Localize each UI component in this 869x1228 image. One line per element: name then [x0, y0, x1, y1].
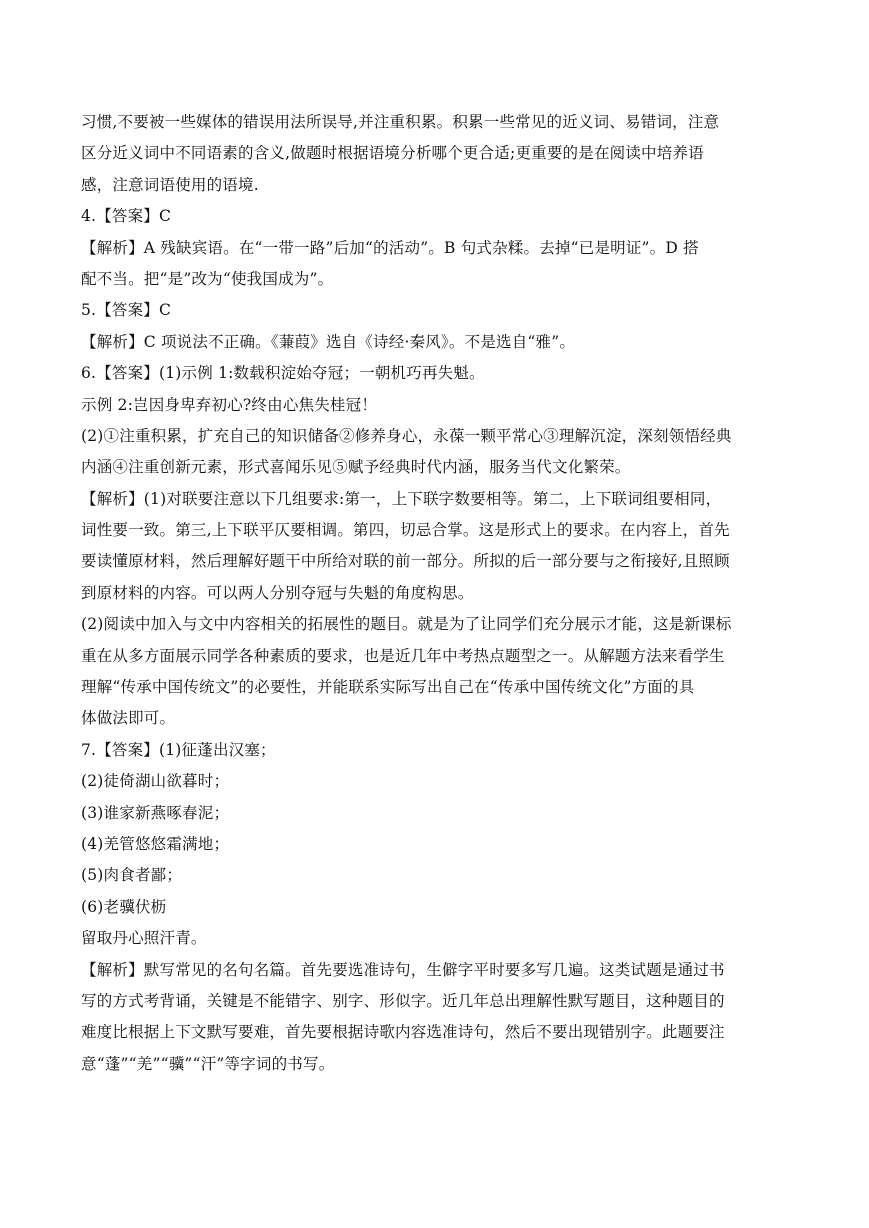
answer-heading-7: 7.【答案】(1)征蓬出汉塞； [81, 740, 276, 759]
text-line: (3)谁家新燕啄春泥； [81, 803, 230, 822]
text-line: 【解析】A 残缺宾语。在“一带一路”后加“的活动”。B 句式杂糅。去掉“已是明证”。D 搭 [81, 238, 699, 257]
text-line: 【解析】C 项说法不正确。《蒹葭》选自《诗经·秦风》。不是选自“雅”。 [81, 332, 576, 351]
text-line: 留取丹心照汗青。 [81, 929, 207, 948]
answer-heading-5: 5.【答案】C [81, 301, 172, 320]
answer-heading-4: 4.【答案】C [81, 207, 172, 226]
text-line: 难度比根据上下文默写要难，首先要根据诗歌内容选准诗句，然后不要出现错别字。此题要注 [81, 1023, 725, 1042]
text-line: 重在从多方面展示同学各种素质的要求，也是近几年中考热点题型之一。从解题方法来看学生 [81, 646, 725, 665]
text-line: 到原材料的内容。可以两人分别夺冠与失魁的角度构思。 [81, 583, 474, 602]
text-line: 感，注意词语使用的语境. [81, 175, 259, 194]
text-line: 配不当。把“是”改为“使我国成为”。 [81, 269, 334, 288]
text-line: 词性要一致。第三,上下联平仄要相调。第四，切忌合掌。这是形式上的要求。在内容上，首先 [81, 521, 730, 540]
answer-explanations [81, 107, 791, 1080]
text-line: (2)①注重积累，扩充自己的知识储备②修养身心，永葆一颗平常心③理解沉淀，深刻领悟经典 [81, 426, 732, 445]
text-line: 写的方式考背诵，关键是不能错字、别字、形似字。近几年总出理解性默写题目，这种题目的 [81, 991, 725, 1010]
text-line: 【解析】(1)对联要注意以下几组要求:第一，上下联字数要相等。第二，上下联词组要相同， [81, 489, 722, 508]
text-line: 体做法即可。 [81, 709, 176, 728]
text-line: 要读懂原材料，然后理解好题干中所给对联的前一部分。所拟的后一部分要与之衔接好,且照顾 [81, 552, 730, 571]
text-line: 【解析】默写常见的名句名篇。首先要选准诗句，生僻字平时要多写几遍。这类试题是通过书 [81, 960, 725, 979]
text-line: (5)肉食者鄙； [81, 866, 183, 885]
text-line: (2)阅读中加入与文中内容相关的拓展性的题目。就是为了让同学们充分展示才能，这是新课标 [81, 615, 732, 634]
text-line: 区分近义词中不同语素的含义,做题时根据语境分析哪个更合适;更重要的是在阅读中培养语 [81, 144, 704, 163]
answer-heading-6: 6.【答案】(1)示例 1:数载积淀始夺冠；一朝机巧再失魁。 [81, 364, 485, 383]
text-line: (6)老骥伏枥 [81, 897, 167, 916]
text-line: 内涵④注重创新元素，形式喜闻乐见⑤赋予经典时代内涵，服务当代文化繁荣。 [81, 458, 631, 477]
text-line: 习惯,不要被一些媒体的错误用法所误导,并注重积累。积累一些常见的近义词、易错词，注意 [81, 113, 720, 131]
text-line: (4)羌管悠悠霜满地； [81, 834, 230, 853]
text-line: (2)徒倚湖山欲暮时； [81, 772, 230, 791]
text-line: 意“蓬”“羌”“骥”“汗”等字词的书写。 [81, 1054, 335, 1073]
text-line: 示例 2:岂因身卑弃初心?终由心焦失桂冠！ [81, 395, 378, 414]
text-line: 理解“传承中国传统文”的必要性，并能联系实际写出自己在“传承中国传统文化”方面的具 [81, 678, 695, 697]
